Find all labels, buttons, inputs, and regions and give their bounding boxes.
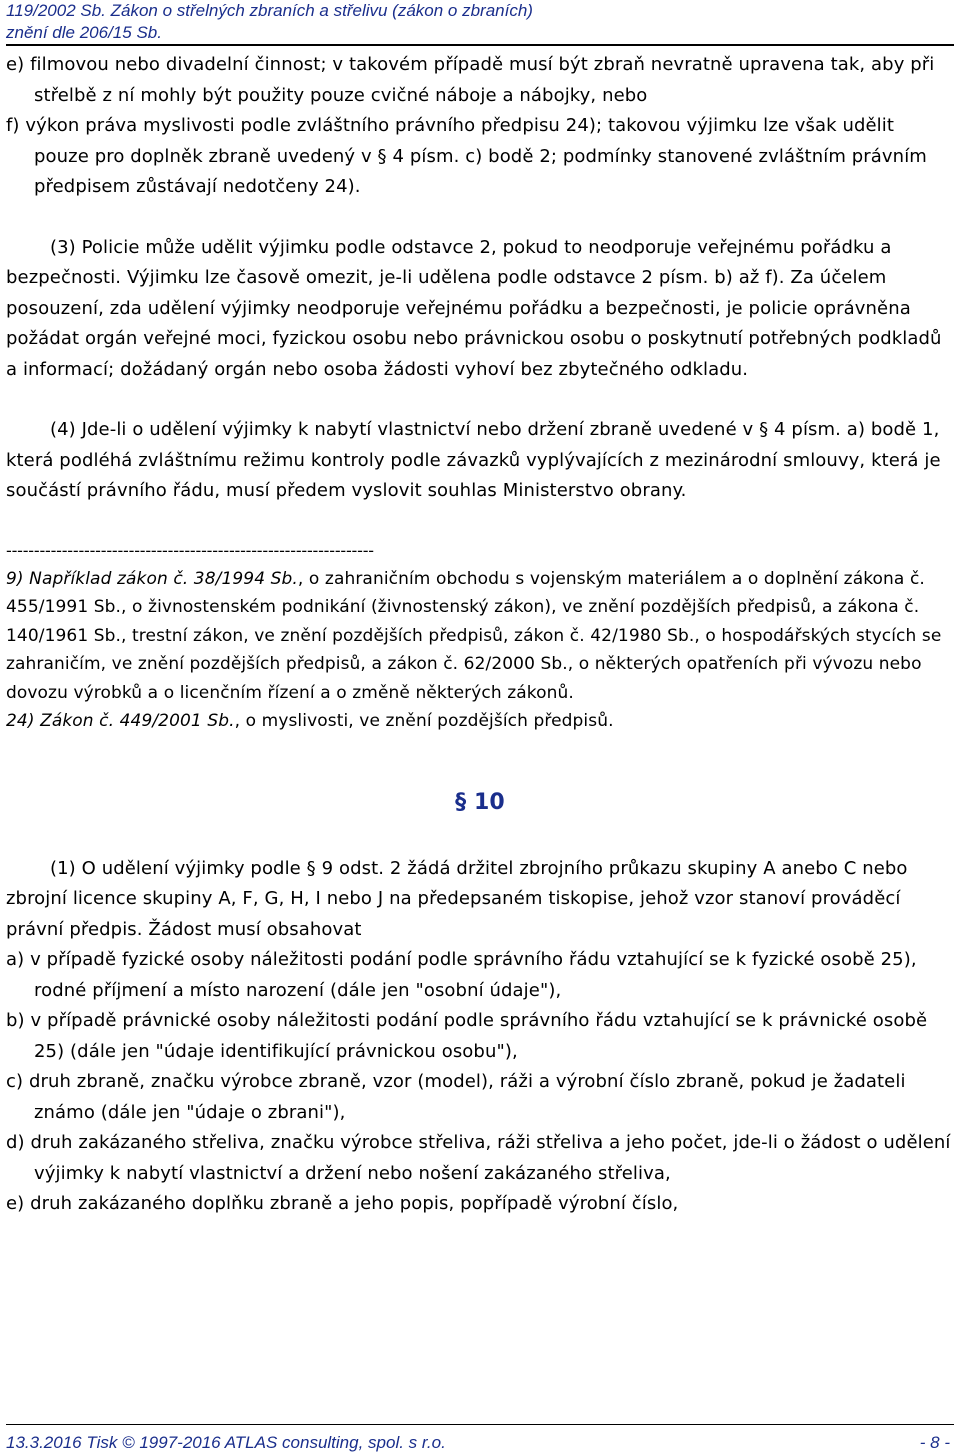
section-item-d: d) druh zakázaného střeliva, značku výrobce střeliva, ráži střeliva a jeho počet, jde-li o žádost o udělení výjimky k nabytí vlastnictví a držení nebo nošení zakázaného střeliva,	[6, 1132, 951, 1184]
document-title: 119/2002 Sb. Zákon o střelných zbraních a střelivu (zákon o zbraních)	[6, 1, 533, 20]
paragraph-gap	[6, 203, 954, 233]
footnote-9-text: , o zahraničním obchodu s vojenským materiálem a o doplnění zákona č. 455/1991 Sb., o živnostenském podnikání (živnostenský zákon), ve znění pozdějších předpisů, a zákona č. 140/1961 Sb., trestní zákon, ve znění pozdějších předpisů, zákon č. 42/1980 Sb., o hospodářských stycích se zahraničím, ve znění pozdějších předpisů, a zákon č. 62/2000 Sb., o některých opatřeních při vývozu nebo dovozu výrobků a o licenčním řízení a o změně některých zákonů.	[6, 568, 942, 703]
paragraph-item-f: f) výkon práva myslivosti podle zvláštního právního předpisu 24); takovou výjimku lze však udělit pouze pro doplněk zbraně uvedený v § 4 písm. c) bodě 2; podmínky stanovené zvláštním právním předpisem zůstávají nedotčeny 24).	[6, 115, 927, 197]
footnote-24-citation: 24) Zákon č. 449/2001 Sb.	[6, 711, 235, 731]
footnote-24	[6, 707, 954, 736]
paragraph-gap	[6, 507, 954, 537]
document-body	[6, 50, 954, 1220]
footer-print-info: 13.3.2016 Tisk © 1997-2016 ATLAS consulting, spol. s r.o.	[6, 1433, 446, 1452]
section-heading: § 10	[455, 789, 505, 815]
footnote-separator: ------------------------------------------------------------------	[6, 540, 374, 560]
footnote-9-citation: 9) Například zákon č. 38/1994 Sb.	[6, 568, 298, 589]
paragraph-item-e: e) filmovou nebo divadelní činnost; v takovém případě musí být zbraň nevratně upravena tak, aby při střelbě z ní mohly být použity pouze cvičné náboje a nábojky, nebo	[6, 54, 935, 106]
section-item-b: b) v případě právnické osoby náležitosti podání podle správního řádu vztahující se k právnické osobě 25) (dále jen "údaje identifikující právnickou osobu"),	[6, 1010, 928, 1062]
document-version: znění dle 206/15 Sb.	[6, 23, 162, 42]
paragraph-4: (4) Jde-li o udělení výjimky k nabytí vlastnictví nebo držení zbraně uvedené v § 4 písm. a) bodě 1, která podléhá zvláštnímu režimu kontroly podle závazků vyplývajících z mezinárodní smlouvy, která je součástí právního řádu, musí předem vyslovit souhlas Ministerstvo obrany.	[6, 419, 941, 501]
section-item-c: c) druh zbraně, značku výrobce zbraně, vzor (model), ráži a výrobní číslo zbraně, pokud je žadateli známo (dále jen "údaje o zbrani"),	[6, 1071, 906, 1123]
footer-rule	[6, 1424, 954, 1425]
page-header	[6, 0, 954, 44]
page-number: - 8 -	[919, 1433, 950, 1452]
section-item-a: a) v případě fyzické osoby náležitosti podání podle správního řádu vztahující se k fyzické osobě 25), rodné příjmení a místo narození (dále jen "osobní údaje"),	[6, 949, 917, 1001]
paragraph-3: (3) Policie může udělit výjimku podle odstavce 2, pokud to neodporuje veřejnému pořádku a bezpečnosti. Výjimku lze časově omezit, je-li udělena podle odstavce 2 písm. b) až f). Za účelem posouzení, zda udělení výjimky neodporuje veřejnému pořádku a bezpečnosti, je policie oprávněna požádat orgán veřejné moci, fyzickou osobu nebo právnickou osobu o poskytnutí potřebných podkladů a informací; dožádaný orgán nebo osoba žádosti vyhoví bez zbytečného odkladu.	[6, 236, 942, 380]
paragraph-gap	[6, 385, 954, 415]
section-paragraph-1: (1) O udělení výjimky podle § 9 odst. 2 žádá držitel zbrojního průkazu skupiny A anebo C nebo zbrojní licence skupiny A, F, G, H, I nebo J na předepsaném tiskopise, jehož vzor stanoví prováděcí právní předpis. Žádost musí obsahovat	[6, 857, 908, 940]
footnote-9	[6, 565, 954, 708]
footnote-24-text: , o myslivosti, ve znění pozdějších předpisů.	[234, 711, 614, 731]
section-item-e: e) druh zakázaného doplňku zbraně a jeho popis, popřípadě výrobní číslo,	[6, 1193, 679, 1214]
header-rule	[6, 44, 954, 46]
